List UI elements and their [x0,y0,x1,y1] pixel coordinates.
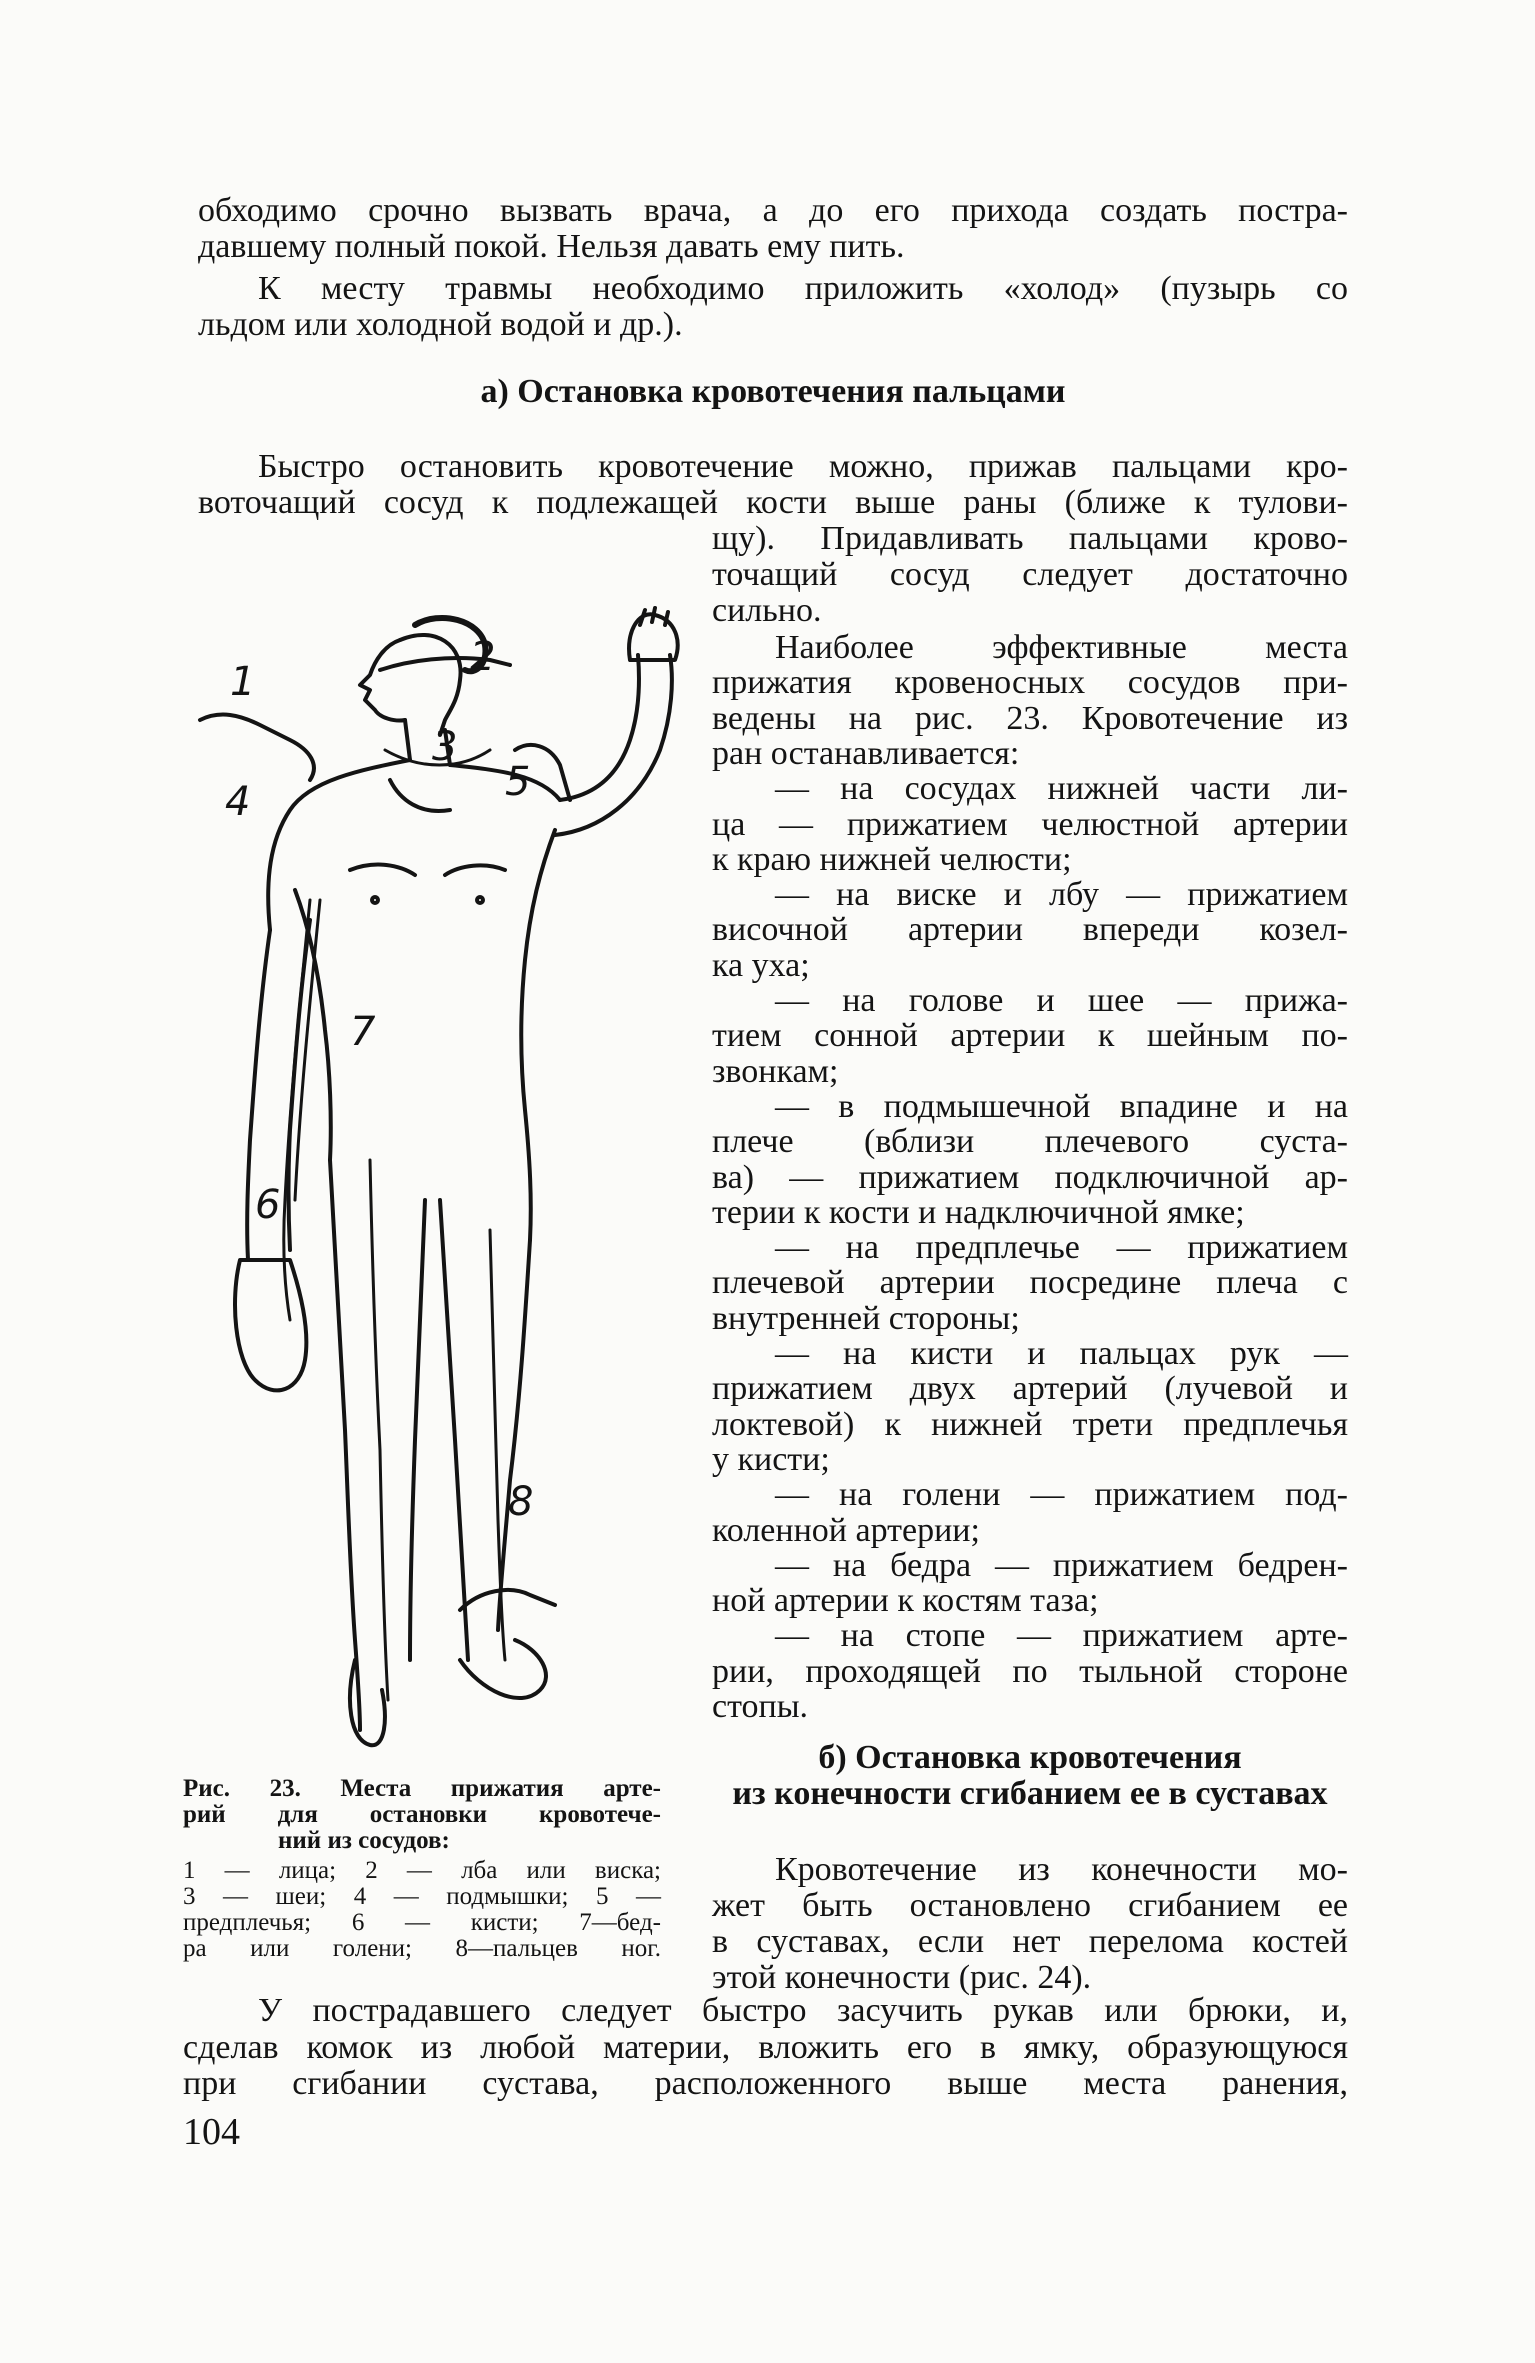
text-line: — на стопе — прижатием арте- [775,1617,1348,1655]
text-line: обходимо срочно вызвать врача, а до его прихода создать постра- [198,192,1348,229]
section-heading: б) Остановка кровотечения [818,1739,1242,1776]
text-line: У пострадавшего следует быстро засучить рукав или брюки, и, [258,1992,1348,2029]
text-line: точащий сосуд следует достаточно [712,556,1348,593]
text-line: ва) — прижатием подключичной ар- [712,1158,1348,1196]
text-line: ведены на рис. 23. Кровотечение из [712,699,1348,737]
text-line: прижатием двух артерий (лучевой и [712,1370,1348,1408]
page-number: 104 [183,2111,240,2153]
text-line: этой конечности (рис. 24). [712,1959,1092,1996]
text-line: воточащий сосуд к подлежащей кости выше раны (ближе к тулови- [198,484,1348,521]
text-line: давшему полный покой. Нельзя давать ему пить. [198,228,905,265]
figure-label: 7 [350,1009,376,1055]
text-line: рии, проходящей по тыльной стороне [712,1652,1348,1690]
text-line: сделав комок из любой материи, вложить его в ямку, образующуюся [183,2029,1348,2066]
text-line: — на кисти и пальцах рук — [775,1335,1348,1372]
text-line: — на голове и шее — прижа- [775,982,1348,1019]
text-line: Быстро остановить кровотечение можно, прижав пальцами кро- [258,448,1348,485]
text-line: ной артерии к костям таза; [712,1582,1099,1620]
text-line: Наиболее эффективные места [775,629,1348,666]
text-line: жет быть остановлено сгибанием ее [712,1887,1348,1924]
figure-label: 2 [470,634,496,680]
text-line: — на бедра — прижатием бедрен- [775,1546,1348,1584]
text-line: локтевой) к нижней трети предплечья [712,1405,1348,1443]
text-line: при сгибании сустава, расположенного выше места ранения, [183,2065,1348,2102]
text-line: ка уха; [712,946,810,984]
text-line: тием сонной артерии к шейным по- [712,1017,1348,1055]
text-line: коленной артерии; [712,1511,980,1549]
text-line: — в подмышечной впадине и на [775,1087,1348,1125]
figure-label: 8 [508,1479,534,1525]
human-figure-illustration [160,600,700,1750]
text-line: звонкам; [712,1052,839,1090]
text-line: терии к кости и надключичной ямке; [712,1193,1245,1231]
section-heading: а) Остановка кровотечения пальцами [480,373,1066,410]
figure-label: 1 [230,659,256,705]
figure-caption-line: предплечья; 6 — кисти; 7—бед- [183,1909,661,1936]
text-line: — на предплечье — прижатием [775,1229,1348,1267]
text-line: ран останавливается: [712,734,1020,772]
text-line: у кисти; [712,1440,830,1478]
figure-label: 4 [225,779,251,825]
text-line: — на сосудах нижней части ли- [775,770,1348,808]
figure-caption-line: 1 — лица; 2 — лба или виска; [183,1857,661,1884]
figure-caption-line: ра или голени; 8—пальцев ног. [183,1935,661,1962]
figure-caption-line: Рис. 23. Места прижатия арте- [183,1775,661,1802]
text-line: прижатия кровеносных сосудов при- [712,664,1348,702]
text-line: плечевой артерии посредине плеча с [712,1264,1348,1302]
text-line: стопы. [712,1688,809,1725]
figure-caption-line: рий для остановки кровотече- [183,1801,661,1828]
text-line: К месту травмы необходимо приложить «холод» (пузырь со [258,270,1348,307]
text-line: — на виске и лбу — прижатием [775,876,1348,914]
text-line: ца — прижатием челюстной артерии [712,805,1348,843]
text-line: Кровотечение из конечности мо- [775,1851,1348,1888]
figure-label: 5 [505,759,531,805]
text-line: щу). Придавливать пальцами крово- [712,520,1348,557]
text-line: височной артерии впереди козел- [712,911,1348,949]
figure-caption-line: 3 — шеи; 4 — подмышки; 5 — [183,1883,661,1910]
figure-label: 6 [255,1182,281,1228]
section-heading: из конечности сгибанием ее в суставах [732,1775,1328,1812]
text-line: к краю нижней челюсти; [712,840,1072,878]
text-line: — на голени — прижатием под- [775,1476,1348,1514]
text-line: сильно. [712,592,822,629]
text-line: в суставах, если нет перелома костей [712,1923,1348,1960]
text-line: плече (вблизи плечевого суста- [712,1123,1348,1161]
text-line: льдом или холодной водой и др.). [198,306,683,343]
text-line: внутренней стороны; [712,1299,1020,1337]
figure-caption-line: ний из сосудов: [278,1827,450,1854]
figure-label: 3 [432,724,458,770]
